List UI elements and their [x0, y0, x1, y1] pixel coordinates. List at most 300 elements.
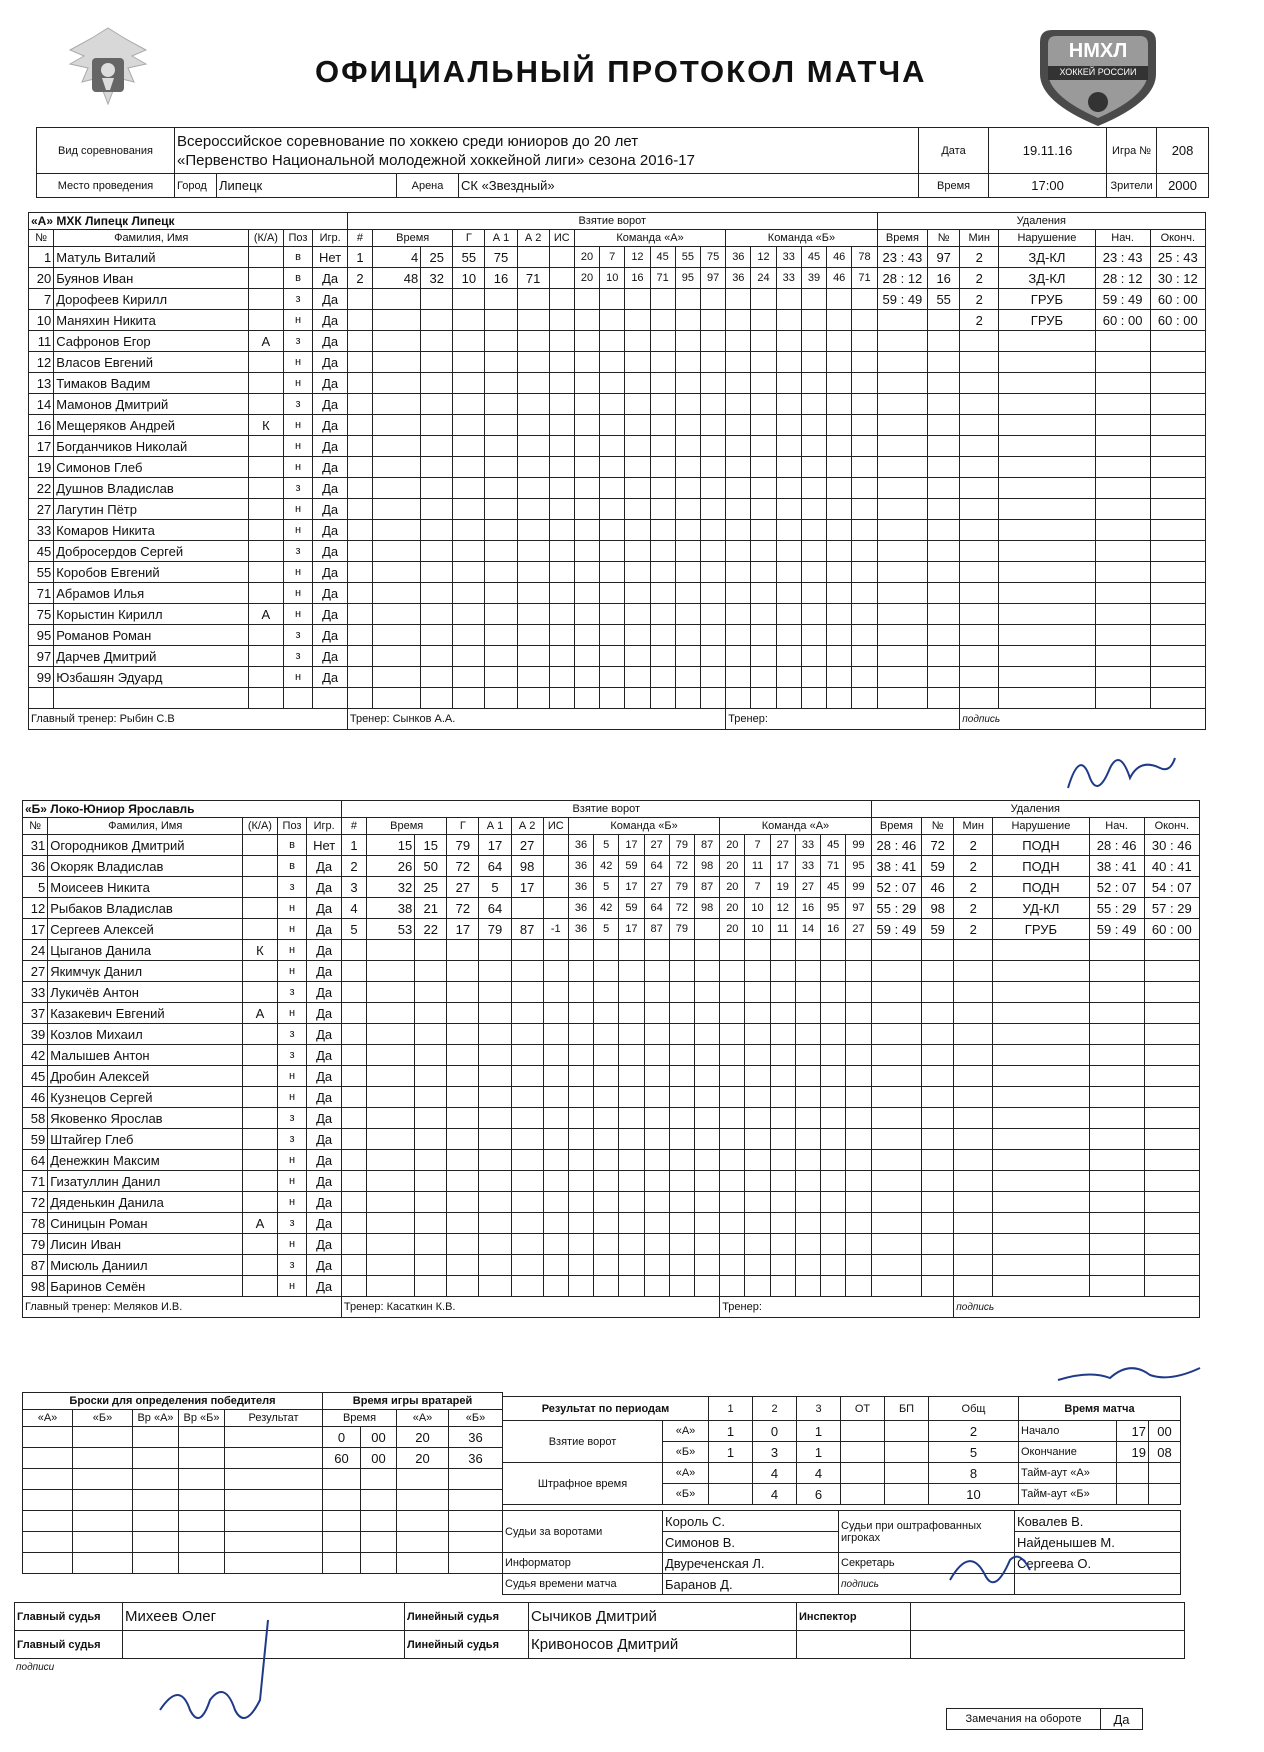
goal-number: [347, 373, 372, 394]
timekeeper-value: Баранов Д.: [663, 1574, 839, 1595]
goal-opp-player: [821, 1045, 846, 1066]
penalty-time: 38 : 41: [871, 856, 921, 877]
goal-time-min: [373, 625, 421, 646]
goal-scorer: [447, 961, 479, 982]
player-number: 24: [23, 940, 48, 961]
goal-scorer: 72: [447, 856, 479, 877]
goals-b-p2: 3: [753, 1442, 797, 1463]
goal-assist-1: [479, 982, 511, 1003]
goal-assist-2: [517, 646, 549, 667]
goal-strength: [543, 1045, 568, 1066]
goal-time-sec: [421, 289, 453, 310]
goal-opp-player: [852, 289, 877, 310]
goal-opp-player: 11: [745, 856, 770, 877]
table-row: [23, 1171, 1200, 1192]
goal-assist-2: [511, 1150, 543, 1171]
goal-own-player: [700, 478, 725, 499]
player-number: 20: [29, 268, 54, 289]
period-col-ot: ОТ: [841, 1397, 885, 1421]
goal-time-min: 26: [367, 856, 415, 877]
table-row: [23, 1108, 1200, 1129]
goal-opp-player: [726, 436, 751, 457]
goal-own-player: [574, 562, 599, 583]
goal-assist-1: [485, 667, 517, 688]
goal-own-player: [619, 1129, 644, 1150]
col-a2: А 2: [517, 230, 549, 247]
penalty-player: [922, 1003, 954, 1024]
penalty-violation: [999, 625, 1095, 646]
goal-own-player: 42: [594, 856, 619, 877]
goal-own-player: 79: [669, 835, 694, 856]
goal-opp-player: [852, 604, 877, 625]
player-name: Мисюль Даниил: [48, 1255, 243, 1276]
goal-opp-player: [827, 625, 852, 646]
goal-own-player: [650, 583, 675, 604]
goal-opp-player: [726, 373, 751, 394]
goal-own-player: 64: [644, 856, 669, 877]
goal-own-player: 36: [568, 835, 593, 856]
goal-own-player: [700, 457, 725, 478]
goalie-row-a: 20: [397, 1427, 449, 1448]
penalty-time: [877, 520, 927, 541]
goal-opp-player: [801, 415, 826, 436]
team-title: «А» МХК Липецк Липецк: [29, 213, 348, 230]
goal-time-sec: 25: [415, 877, 447, 898]
penalty-minutes: [954, 1192, 993, 1213]
goal-scorer: [453, 310, 485, 331]
goal-assist-2: [511, 1129, 543, 1150]
goal-own-player: [650, 646, 675, 667]
goal-own-player: [669, 1087, 694, 1108]
penalty-violation: [993, 982, 1089, 1003]
player-played: Да: [313, 310, 347, 331]
penalty-player: [922, 1192, 954, 1213]
goal-scorer: [453, 373, 485, 394]
shootout-col-result: Результат: [225, 1410, 323, 1427]
col-goal: Г: [453, 230, 485, 247]
penalty-time: [871, 982, 921, 1003]
table-row: [29, 583, 1206, 604]
goal-assist-1: [485, 436, 517, 457]
penalty-minutes: [960, 499, 999, 520]
player-number: 64: [23, 1150, 48, 1171]
goal-assist-1: [485, 310, 517, 331]
goal-own-player: [694, 1045, 719, 1066]
table-row: [23, 1024, 1200, 1045]
player-name: Комаров Никита: [54, 520, 249, 541]
goal-own-player: [568, 1129, 593, 1150]
player-role: [243, 1192, 277, 1213]
penalty-end: [1150, 352, 1205, 373]
table-row: [23, 1276, 1200, 1297]
goal-own-player: 64: [644, 898, 669, 919]
goal-opp-player: [770, 1045, 795, 1066]
goal-opp-player: [751, 688, 776, 709]
player-position: н: [283, 667, 313, 688]
goal-assist-2: [517, 247, 549, 268]
goal-scorer: 72: [447, 898, 479, 919]
goal-strength: [549, 499, 574, 520]
goal-number: 3: [341, 877, 366, 898]
penalty-player: [928, 436, 960, 457]
goal-scorer: 17: [447, 919, 479, 940]
player-role: [249, 436, 283, 457]
penalty-minutes: [960, 646, 999, 667]
goal-opp-player: [726, 625, 751, 646]
goal-assist-1: 5: [479, 877, 511, 898]
arena-value: СК «Звездный»: [459, 174, 919, 198]
goal-time-min: [373, 352, 421, 373]
player-name: Лукичёв Антон: [48, 982, 243, 1003]
penalty-end: [1144, 961, 1199, 982]
penalty-time: [877, 310, 927, 331]
penalty-end: [1144, 1234, 1199, 1255]
goal-strength: [549, 436, 574, 457]
player-position: н: [277, 919, 307, 940]
player-position: н: [283, 562, 313, 583]
penalty-end: [1150, 625, 1205, 646]
goal-own-player: [568, 982, 593, 1003]
goal-own-player: 98: [694, 898, 719, 919]
penalty-end: [1144, 1276, 1199, 1297]
goal-time-min: [367, 1150, 415, 1171]
goal-strength: [549, 373, 574, 394]
goal-scorer: [453, 688, 485, 709]
goal-own-player: [675, 394, 700, 415]
goal-opp-player: [720, 1150, 745, 1171]
goal-number: [341, 1234, 366, 1255]
goal-own-player: [675, 604, 700, 625]
trainer-1: Тренер: Касаткин К.В.: [341, 1297, 719, 1318]
player-position: в: [277, 835, 307, 856]
goal-number: [347, 457, 372, 478]
goal-own-player: [644, 1171, 669, 1192]
linesman-2: Кривоносов Дмитрий: [529, 1631, 797, 1659]
goal-own-player: [594, 1255, 619, 1276]
goal-opp-player: [821, 1108, 846, 1129]
table-row: [29, 310, 1206, 331]
goal-assist-1: [485, 478, 517, 499]
penalty-time: [877, 604, 927, 625]
goal-opp-player: [770, 1024, 795, 1045]
col-ka: (К/А): [243, 818, 277, 835]
goal-strength: [543, 940, 568, 961]
penalty-minutes: [954, 1045, 993, 1066]
penalty-minutes: [954, 1024, 993, 1045]
goal-opp-player: [726, 562, 751, 583]
goal-number: 5: [341, 919, 366, 940]
goal-time-sec: [415, 1003, 447, 1024]
goal-own-player: [574, 310, 599, 331]
col-name: Фамилия, Имя: [54, 230, 249, 247]
shootout-title: Броски для определения победителя: [23, 1393, 323, 1410]
goal-assist-1: [485, 499, 517, 520]
goal-time-min: 48: [373, 268, 421, 289]
goal-own-player: [625, 331, 650, 352]
goal-own-player: [568, 940, 593, 961]
penalty-violation: [999, 583, 1095, 604]
goal-opp-player: [827, 562, 852, 583]
penalty-player: [928, 373, 960, 394]
goal-assist-2: [517, 478, 549, 499]
goal-own-player: [594, 1024, 619, 1045]
player-number: 17: [29, 436, 54, 457]
goal-own-player: [675, 310, 700, 331]
nmhl-logo-subtext: ХОККЕЙ РОССИИ: [1059, 67, 1137, 77]
goal-opp-player: [726, 541, 751, 562]
goal-opp-player: [776, 457, 801, 478]
goal-opp-player: [720, 1234, 745, 1255]
player-position: з: [283, 331, 313, 352]
player-role: [249, 373, 283, 394]
player-position: н: [277, 898, 307, 919]
penalty-player: [928, 310, 960, 331]
goal-time-min: [367, 982, 415, 1003]
goal-opp-player: [776, 562, 801, 583]
player-played: Да: [313, 520, 347, 541]
penalty-minutes: [960, 478, 999, 499]
penalty-start: 23 : 43: [1095, 247, 1150, 268]
penalty-minutes: [954, 1171, 993, 1192]
col-pen-num: №: [922, 818, 954, 835]
start-label: Начало: [1019, 1421, 1117, 1442]
penalty-player: [922, 1045, 954, 1066]
goal-time-sec: [421, 394, 453, 415]
col-pen-viol: Нарушение: [993, 818, 1089, 835]
player-position: з: [283, 394, 313, 415]
comp-line2: «Первенство Национальной молодежной хоккейной лиги» сезона 2016-17: [177, 151, 695, 169]
goal-opp-player: [795, 1108, 820, 1129]
goal-own-player: [644, 1129, 669, 1150]
goal-own-player: 55: [675, 247, 700, 268]
player-name: Цыганов Данила: [48, 940, 243, 961]
goal-own-player: [694, 1108, 719, 1129]
player-name: Лагутин Пётр: [54, 499, 249, 520]
goal-opp-player: [827, 457, 852, 478]
goal-scorer: 79: [447, 835, 479, 856]
goal-own-player: [700, 436, 725, 457]
goal-own-player: [675, 373, 700, 394]
goal-scorer: [447, 1087, 479, 1108]
goal-assist-1: [485, 394, 517, 415]
goal-opp-player: 45: [801, 247, 826, 268]
player-name: Маняхин Никита: [54, 310, 249, 331]
player-role: [243, 1129, 277, 1150]
secretary-label: Секретарь: [839, 1553, 1015, 1574]
goal-time-sec: [421, 457, 453, 478]
goal-own-player: [700, 499, 725, 520]
goal-time-sec: [415, 1108, 447, 1129]
goal-own-player: [625, 415, 650, 436]
goal-assist-1: [479, 1108, 511, 1129]
goal-own-player: [600, 604, 625, 625]
goal-time-sec: [421, 331, 453, 352]
goal-assist-1: [479, 1255, 511, 1276]
goal-assist-1: [479, 1276, 511, 1297]
penalty-end: [1144, 1213, 1199, 1234]
goal-own-player: [694, 1003, 719, 1024]
penalty-time: [871, 1024, 921, 1045]
penalty-time: 59 : 49: [877, 289, 927, 310]
goal-own-player: [650, 541, 675, 562]
goal-number: [347, 394, 372, 415]
col-is: ИС: [549, 230, 574, 247]
col-opp-team: Команда «Б»: [726, 230, 877, 247]
goal-opp-player: [720, 1129, 745, 1150]
goal-own-player: [700, 541, 725, 562]
goals-b-so: [885, 1442, 929, 1463]
penalty-start: [1089, 1213, 1144, 1234]
goal-own-player: [700, 289, 725, 310]
goal-opp-player: [795, 1150, 820, 1171]
goal-own-player: [625, 583, 650, 604]
penalty-start: [1095, 688, 1150, 709]
pen-b-p2: 4: [753, 1484, 797, 1505]
goal-own-player: [694, 982, 719, 1003]
goal-own-player: [625, 457, 650, 478]
goal-own-player: [675, 457, 700, 478]
goal-strength: [543, 1087, 568, 1108]
penalty-end: 60 : 00: [1150, 310, 1205, 331]
goal-opp-player: [852, 373, 877, 394]
goal-opp-player: 36: [726, 268, 751, 289]
goal-own-player: [694, 1255, 719, 1276]
goal-assist-2: [517, 604, 549, 625]
goal-opp-player: 95: [821, 898, 846, 919]
goal-assist-2: [511, 898, 543, 919]
penalty-minutes: [954, 1276, 993, 1297]
goal-opp-player: [720, 1087, 745, 1108]
goal-time-min: [367, 1045, 415, 1066]
goal-own-player: [619, 1003, 644, 1024]
goal-opp-player: [821, 982, 846, 1003]
goal-number: [347, 667, 372, 688]
penalty-start: [1089, 1045, 1144, 1066]
goal-opp-player: [745, 1066, 770, 1087]
goal-opp-player: [801, 436, 826, 457]
player-number: 13: [29, 373, 54, 394]
match-time-table: [1018, 1396, 1181, 1505]
player-played: Да: [307, 1129, 341, 1150]
player-played: Да: [313, 457, 347, 478]
goal-strength: [549, 394, 574, 415]
col-pen-min: Мин: [954, 818, 993, 835]
player-role: [243, 961, 277, 982]
goals-section-title: Взятие ворот: [341, 801, 871, 818]
goal-strength: [543, 1129, 568, 1150]
goal-opp-player: [795, 1234, 820, 1255]
table-row: [29, 373, 1206, 394]
goal-opp-player: [846, 1150, 871, 1171]
player-role: К: [243, 940, 277, 961]
goal-assist-1: [485, 457, 517, 478]
penalty-time: [877, 394, 927, 415]
penalty-violation: [993, 1129, 1089, 1150]
goal-scorer: [447, 1024, 479, 1045]
penalty-player: 59: [922, 919, 954, 940]
officials-table: [502, 1510, 1181, 1595]
goal-strength: [543, 835, 568, 856]
goal-opp-player: [821, 1234, 846, 1255]
date-label: Дата: [919, 128, 989, 174]
goal-assist-2: 71: [517, 268, 549, 289]
player-number: 71: [23, 1171, 48, 1192]
goal-opp-player: 33: [776, 268, 801, 289]
goal-assist-2: [517, 415, 549, 436]
goal-time-sec: [421, 688, 453, 709]
goal-strength: [549, 352, 574, 373]
goal-number: [347, 415, 372, 436]
player-position: з: [277, 1255, 307, 1276]
goal-opp-player: [827, 331, 852, 352]
goal-own-player: [675, 352, 700, 373]
goal-own-player: 97: [700, 268, 725, 289]
penalty-minutes: 2: [954, 898, 993, 919]
penalty-violation: ПОДН: [993, 877, 1089, 898]
player-name: Денежкин Максим: [48, 1150, 243, 1171]
goal-opp-player: [726, 457, 751, 478]
goal-own-player: [625, 499, 650, 520]
player-played: Да: [313, 583, 347, 604]
player-number: 33: [23, 982, 48, 1003]
penalty-violation: ГРУБ: [993, 919, 1089, 940]
goal-own-player: [568, 961, 593, 982]
goal-opp-player: [751, 604, 776, 625]
goal-opp-player: [852, 562, 877, 583]
penalty-player: [922, 1150, 954, 1171]
goal-own-player: [700, 688, 725, 709]
penalty-minutes: [960, 541, 999, 562]
goal-strength: [543, 1108, 568, 1129]
penalty-player: [928, 331, 960, 352]
table-row: [23, 1045, 1200, 1066]
goal-own-player: [675, 583, 700, 604]
remarks-table: [946, 1708, 1143, 1730]
goal-opp-player: [795, 1213, 820, 1234]
player-played: Да: [307, 919, 341, 940]
goal-opp-player: [745, 961, 770, 982]
goal-opp-player: [770, 1129, 795, 1150]
player-number: 45: [29, 541, 54, 562]
penalty-end: [1144, 940, 1199, 961]
goal-time-sec: [415, 961, 447, 982]
table-row: [23, 898, 1200, 919]
goal-own-player: [669, 1150, 694, 1171]
goalie-row-a: 20: [397, 1448, 449, 1469]
goals-b-total: 5: [929, 1442, 1019, 1463]
goal-opp-player: [770, 1234, 795, 1255]
goal-opp-player: 10: [745, 898, 770, 919]
player-played: Да: [313, 646, 347, 667]
goal-opp-player: 71: [821, 856, 846, 877]
table-row: [23, 1003, 1200, 1024]
penalty-start: [1095, 352, 1150, 373]
goal-assist-2: 17: [511, 877, 543, 898]
goal-own-player: [625, 520, 650, 541]
goal-time-sec: [415, 1234, 447, 1255]
penalty-end: 30 : 46: [1144, 835, 1199, 856]
table-row: [23, 940, 1200, 961]
goal-opp-player: 16: [821, 919, 846, 940]
goal-opp-player: [801, 499, 826, 520]
col-a1: А 1: [485, 230, 517, 247]
goal-own-player: [600, 436, 625, 457]
goal-strength: [549, 457, 574, 478]
table-row: [29, 478, 1206, 499]
goal-own-player: [675, 436, 700, 457]
goal-own-player: [669, 940, 694, 961]
goal-assist-1: 17: [479, 835, 511, 856]
